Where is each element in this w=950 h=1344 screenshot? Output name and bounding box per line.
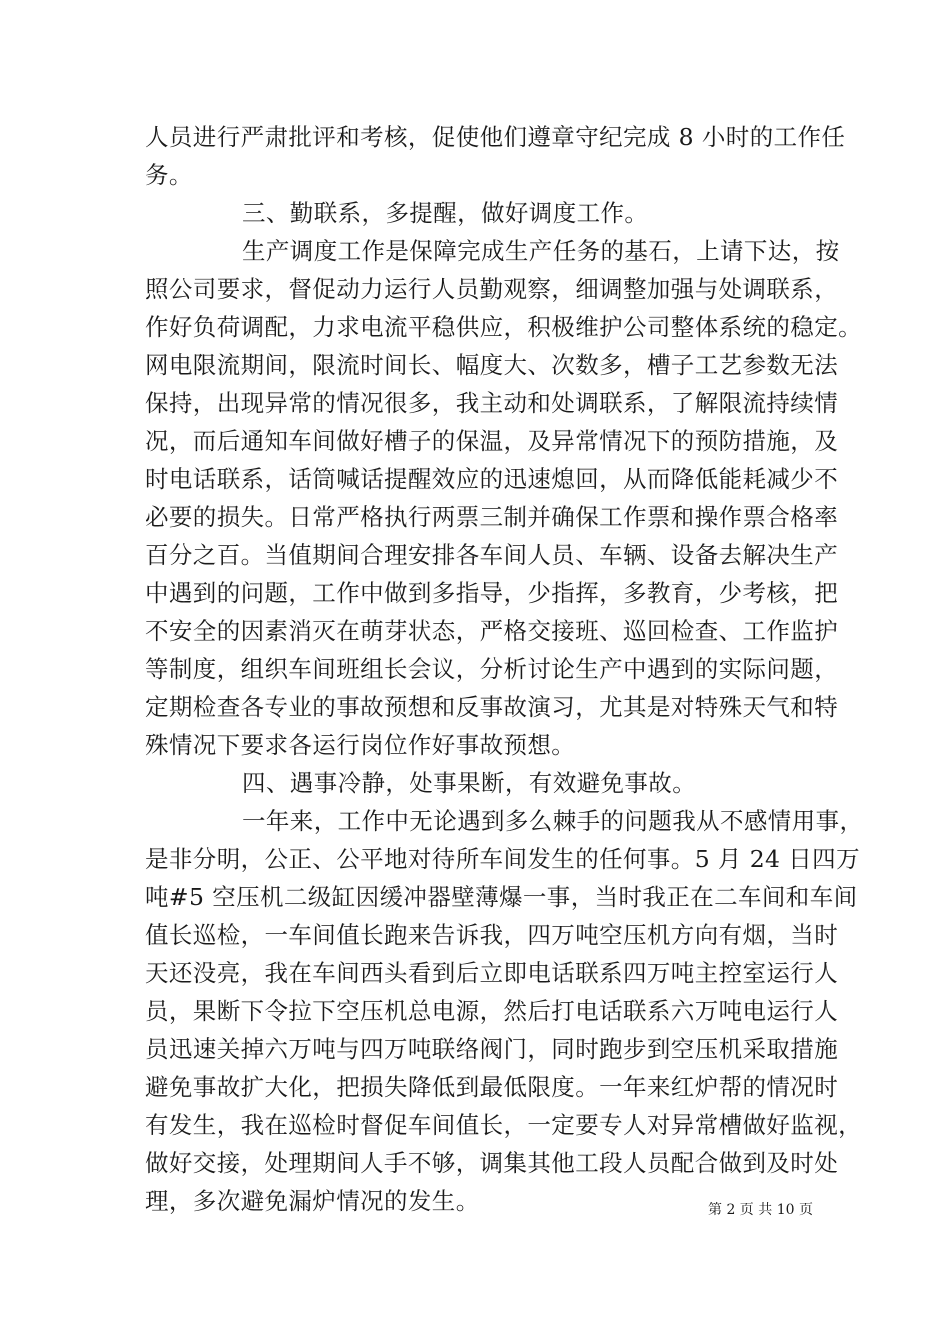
page-number: 第 2 页 共 10 页 bbox=[708, 1202, 813, 1218]
text-line: 等制度，组织车间班组长会议，分析讨论生产中遇到的实际问题， bbox=[145, 655, 839, 683]
text-line: 照公司要求，督促动力运行人员勤观察，细调整加强与处调联系， bbox=[145, 275, 839, 303]
text-line: 员，果断下令拉下空压机总电源，然后打电话联系六万吨电运行人 bbox=[145, 997, 839, 1025]
text-line: 网电限流期间，限流时间长、幅度大、次数多，槽子工艺参数无法 bbox=[145, 351, 839, 379]
text-line: 人员进行严肃批评和考核，促使他们遵章守纪完成 8 小时的工作任 bbox=[145, 123, 846, 151]
text-line: 做好交接，处理期间人手不够，调集其他工段人员配合做到及时处 bbox=[145, 1149, 839, 1177]
section-heading: 三、勤联系，多提醒，做好调度工作。 bbox=[242, 199, 649, 227]
text-line: 作好负荷调配，力求电流平稳供应，积极维护公司整体系统的稳定。 bbox=[145, 313, 862, 341]
text-line: 中遇到的问题，工作中做到多指导，少指挥，多教育，少考核，把 bbox=[145, 579, 839, 607]
text-line: 必要的损失。日常严格执行两票三制并确保工作票和操作票合格率 bbox=[145, 503, 839, 531]
text-line: 吨#5 空压机二级缸因缓冲器壁薄爆一事，当时我正在二车间和车间 bbox=[145, 883, 858, 911]
text-line: 百分之百。当值期间合理安排各车间人员、车辆、设备去解决生产 bbox=[145, 541, 839, 569]
text-line: 员迅速关掉六万吨与四万吨联络阀门，同时跑步到空压机采取措施 bbox=[145, 1035, 839, 1063]
text-line: 避免事故扩大化，把损失降低到最低限度。一年来红炉帮的情况时 bbox=[145, 1073, 839, 1101]
section-heading: 四、遇事冷静，处事果断，有效避免事故。 bbox=[242, 769, 697, 797]
text-line: 定期检查各专业的事故预想和反事故演习，尤其是对特殊天气和特 bbox=[145, 693, 839, 721]
text-line: 有发生，我在巡检时督促车间值长，一定要专人对异常槽做好监视， bbox=[145, 1111, 862, 1139]
text-line: 况，而后通知车间做好槽子的保温，及异常情况下的预防措施，及 bbox=[145, 427, 839, 455]
text-line: 值长巡检，一车间值长跑来告诉我，四万吨空压机方向有烟，当时 bbox=[145, 921, 839, 949]
text-line: 时电话联系，话筒喊话提醒效应的迅速熄回，从而降低能耗减少不 bbox=[145, 465, 839, 493]
text-line: 生产调度工作是保障完成生产任务的基石，上请下达，按 bbox=[242, 237, 840, 265]
text-line: 保持，出现异常的情况很多，我主动和处调联系，了解限流持续情 bbox=[145, 389, 839, 417]
text-line: 殊情况下要求各运行岗位作好事故预想。 bbox=[145, 731, 576, 759]
text-line: 理，多次避免漏炉情况的发生。 bbox=[145, 1187, 480, 1215]
text-line: 天还没亮，我在车间西头看到后立即电话联系四万吨主控室运行人 bbox=[145, 959, 839, 987]
text-line: 一年来，工作中无论遇到多么棘手的问题我从不感情用事， bbox=[242, 807, 864, 835]
text-line: 不安全的因素消灭在萌芽状态，严格交接班、巡回检查、工作监护 bbox=[145, 617, 839, 645]
text-line: 是非分明，公正、公平地对待所车间发生的任何事。5 月 24 日四万 bbox=[145, 845, 860, 873]
text-line: 务。 bbox=[145, 161, 193, 189]
